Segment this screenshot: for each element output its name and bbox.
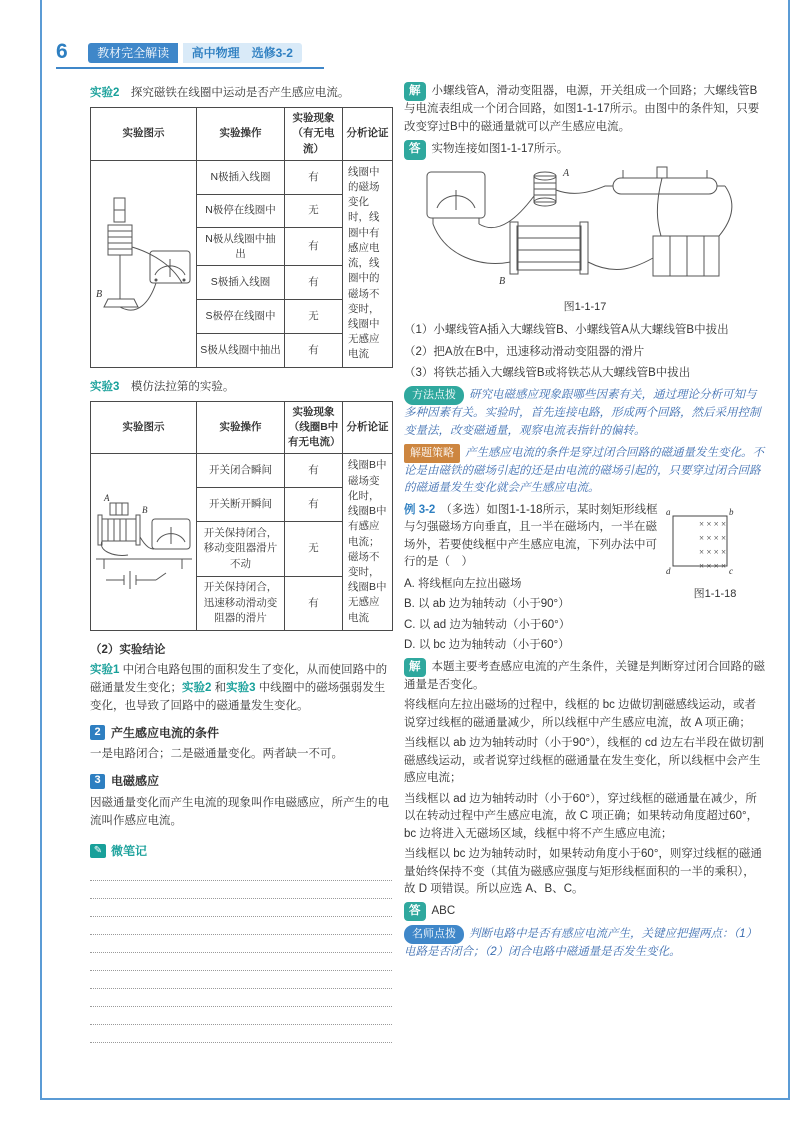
analysis-cell: 线圈B中磁场变化时，线圈B中有感应电流；磁场不变时，线圈B中无感应电流	[343, 454, 393, 630]
section2-title: 产生感应电流的条件	[111, 725, 220, 740]
coil-b-label: B	[142, 504, 148, 515]
exp1-ref: 实验1	[90, 664, 120, 677]
experiment2-figure-cell	[91, 160, 197, 367]
table-row	[91, 454, 393, 488]
subject-badge: 高中物理 选修3-2	[183, 43, 302, 63]
coil-b-label: B	[499, 275, 506, 287]
option-a: A. 将线框向左拉出磁场	[404, 577, 522, 590]
operation-cell: S极插入线圈	[197, 266, 285, 300]
note-line	[90, 863, 392, 881]
step-item: （3）将铁芯插入大螺线管B或将铁芯从大螺线管B中拔出	[404, 367, 691, 379]
magnet-coil-galvanometer-figure	[94, 195, 194, 327]
solution2-paragraph: 当线框以 ab 边为轴转动时（小于90°），线框的 cd 边左右半段在做切割磁感线运动，或者说穿过线框的磁通量在发生变化，所以线框中会产生感应电流；	[404, 737, 764, 785]
solution-badge: 解	[404, 658, 426, 677]
result-cell: 有	[285, 454, 343, 488]
experiment3-figure-cell	[91, 454, 197, 630]
field-cross-marks: × × × ×	[699, 518, 727, 529]
teacher-tip-block	[404, 925, 766, 961]
page-frame-bottom	[40, 1098, 790, 1100]
answer-badge: 答	[404, 140, 426, 159]
section2-number-badge: 2	[90, 725, 105, 740]
field-cross-marks: × × × ×	[699, 546, 727, 557]
result-cell: 无	[285, 300, 343, 334]
left-column	[90, 84, 392, 1043]
result-cell: 无	[285, 522, 343, 576]
note-line	[90, 899, 392, 917]
example-text: （多选）如图1-1-18所示，某时刻矩形线框与匀强磁场方向垂直，且一半在磁场内，一半在磁场外，若要使线框中产生感应电流，下列办法中可行的是（ ）	[404, 503, 658, 569]
result-cell: 有	[285, 333, 343, 367]
figure-1-1-18	[664, 504, 766, 603]
real-apparatus-figure	[417, 164, 753, 292]
answer1-paragraph	[404, 140, 766, 159]
operation-cell: N极停在线圈中	[197, 194, 285, 228]
series-badge: 教材完全解读	[88, 43, 178, 63]
faraday-circuit-figure	[94, 481, 194, 599]
step-item: （2）把A放在B中，迅速移动滑动变阻器的滑片	[404, 345, 645, 358]
solution1-paragraph	[404, 82, 766, 136]
strategy-text: 产生感应电流的条件是穿过闭合回路的磁通量发生变化。不论是由磁铁的磁场引起的还是由电流的磁场引起的，只要穿过闭合回路的磁通量发生变化就会产生感应电流。	[404, 447, 764, 495]
answer2-paragraph	[404, 902, 766, 921]
right-column	[404, 82, 766, 965]
conclusion-text: 和	[211, 682, 227, 695]
table-row	[91, 160, 393, 194]
option-d: D. 以 bc 边为轴转动（小于60°）	[404, 639, 570, 652]
analysis-cell: 线圈中的磁场变化时，线圈中有感应电流，线圈中的磁场不变时，线圈中无感应电流	[343, 160, 393, 367]
result-cell: 有	[285, 266, 343, 300]
experiment2-title: 探究磁铁在线圈中运动是否产生感应电流。	[119, 87, 350, 99]
answer2-text: ABC	[431, 904, 456, 917]
corner-c-label: c	[729, 565, 733, 576]
operation-cell: S极停在线圈中	[197, 300, 285, 334]
exp3-ref: 实验3	[226, 682, 256, 695]
magnetic-field-frame-figure	[665, 504, 765, 580]
result-cell: 有	[285, 488, 343, 522]
coil-a-label: A	[104, 492, 110, 503]
column-header-analysis: 分析论证	[343, 108, 393, 161]
experiment3-label: 实验3	[90, 380, 120, 393]
section3-heading	[90, 772, 392, 791]
section2-text: 一是电路闭合；二是磁通量变化。两者缺一不可。	[90, 748, 343, 761]
solution2-text: 本题主要考查感应电流的产生条件，关键是判断穿过闭合回路的磁通量是否变化。	[404, 660, 765, 691]
note-line	[90, 989, 392, 1007]
strategy-block	[404, 444, 766, 498]
figure-1-1-17	[404, 164, 766, 316]
page-number: 6	[56, 40, 68, 63]
figure-caption: 图1-1-18	[693, 588, 737, 601]
conclusion-text: 中闭合电路包围的面积发生了变化，从而使回路中的磁通量发生变化；	[90, 664, 388, 695]
note-line	[90, 917, 392, 935]
strategy-badge: 解题策略	[404, 444, 460, 463]
solution1-text: 小螺线管A，滑动变阻器，电源，开关组成一个回路；大螺线管B与电流表组成一个闭合回路，如图1-1-17所示。由图中的条件知，只要改变穿过B中的磁通量就可以产生感应电流。	[404, 85, 760, 133]
solution-badge: 解	[404, 82, 426, 101]
method-tip-badge: 方法点拨	[404, 386, 464, 405]
header-underline	[56, 67, 324, 69]
answer1-text: 实物连接如图1-1-17所示。	[431, 143, 569, 156]
operation-cell: N极从线圈中抽出	[197, 228, 285, 266]
column-header-diagram: 实验图示	[91, 108, 197, 161]
coil-a-label: A	[563, 167, 570, 179]
section2-heading	[90, 724, 392, 743]
column-header-operation: 实验操作	[197, 108, 285, 161]
experiment2-table	[90, 107, 393, 368]
pencil-icon: ✎	[90, 844, 106, 858]
solution2-block	[404, 658, 766, 899]
teacher-tip-badge: 名师点拨	[404, 925, 464, 944]
method-tip-text: 研究电磁感应现象跟哪些因素有关，通过理论分析可知与多种因素有关。实验时，首先连接电路，形成两个回路，然后采用控制变量法，改变磁通量，观察电流表指针的偏转。	[404, 389, 761, 437]
conclusion-heading: （2）实验结论	[90, 643, 166, 656]
operation-cell: 开关保持闭合，移动变阻器滑片不动	[197, 522, 285, 576]
table-header-row	[91, 401, 393, 454]
example-label: 例 3-2	[404, 503, 436, 516]
table-header-row	[91, 108, 393, 161]
conclusion-text: 中线圈中的磁场强弱发生变化，也导致了回路中的磁通量发生变化。	[90, 682, 386, 713]
column-header-analysis: 分析论证	[343, 401, 393, 454]
operation-cell: 开关闭合瞬间	[197, 454, 285, 488]
column-header-operation: 实验操作	[197, 401, 285, 454]
section3-text: 因磁通量变化而产生电流的现象叫作电磁感应，所产生的电流叫作感应电流。	[90, 796, 389, 827]
note-writing-area	[90, 863, 392, 1043]
micro-note-heading	[90, 842, 392, 861]
experiment3-table	[90, 401, 393, 631]
note-line	[90, 935, 392, 953]
example-3-2	[404, 502, 766, 655]
option-b: B. 以 ab 边为轴转动（小于90°）	[404, 598, 570, 611]
note-line	[90, 971, 392, 989]
operation-cell: N极插入线圈	[197, 160, 285, 194]
exp2-ref: 实验2	[182, 682, 212, 695]
column-header-diagram: 实验图示	[91, 401, 197, 454]
teacher-tip-text: 判断电路中是否有感应电流产生，关键应把握两点：（1）电路是否闭合；（2）闭合电路中磁通量是否发生变化。	[404, 928, 758, 958]
section3-title: 电磁感应	[111, 773, 160, 788]
solution2-paragraph: 将线框向左拉出磁场的过程中，线框的 bc 边做切割磁感线运动，或者说穿过线框的磁通量减少，所以线框中产生感应电流，故 A 项正确；	[404, 699, 757, 729]
experiment2-label: 实验2	[90, 87, 120, 99]
coil-b-label: B	[96, 289, 103, 301]
note-line	[90, 953, 392, 971]
result-cell: 无	[285, 194, 343, 228]
section3-number-badge: 3	[90, 774, 105, 789]
field-cross-marks: × × × ×	[699, 532, 727, 543]
answer-badge: 答	[404, 902, 426, 921]
experiment3-title: 模仿法拉第的实验。	[119, 380, 235, 393]
solution2-paragraph: 当线框以 bc 边为轴转动时，如果转动角度小于60°，则穿过线框的磁通量始终保持不变（其值为磁感应强度与矩形线框面积的一半的乘积），故 D 项错误。所以应选 A、B、C。	[404, 848, 762, 896]
field-cross-marks: × × × ×	[699, 560, 727, 571]
column-header-phenomenon: 实验现象（有无电流）	[285, 108, 343, 161]
corner-b-label: b	[729, 506, 734, 517]
conclusion-paragraph	[90, 661, 392, 715]
result-cell: 有	[285, 228, 343, 266]
operation-cell: S极从线圈中抽出	[197, 333, 285, 367]
solution2-paragraph	[404, 658, 766, 695]
page-header	[56, 40, 302, 72]
page-frame-left	[40, 0, 42, 1100]
figure-caption: 图1-1-17	[563, 301, 607, 314]
experiment2-heading	[90, 84, 392, 102]
result-cell: 有	[285, 160, 343, 194]
corner-d-label: d	[666, 565, 671, 576]
corner-a-label: a	[666, 506, 671, 517]
operation-cell: 开关保持闭合，迅速移动滑动变阻器的滑片	[197, 576, 285, 630]
note-line	[90, 1007, 392, 1025]
method-tip-block	[404, 386, 766, 440]
operation-cell: 开关断开瞬间	[197, 488, 285, 522]
note-line	[90, 881, 392, 899]
micro-note-label: 微笔记	[111, 843, 148, 858]
column-header-phenomenon: 实验现象（线圈B中有无电流）	[285, 401, 343, 454]
note-line	[90, 1025, 392, 1043]
option-c: C. 以 ad 边为轴转动（小于60°）	[404, 618, 571, 631]
solution2-paragraph: 当线框以 ad 边为轴转动时（小于60°），穿过线框的磁通量在减少，所以在转动过程中产生感应电流，故 C 项正确；如果转动角度超过60°，bc 边将进入无磁场区域，线框中将不产生感应电流；	[404, 792, 759, 840]
result-cell: 有	[285, 576, 343, 630]
experiment3-heading	[90, 378, 392, 396]
step-item: （1）小螺线管A插入大螺线管B、小螺线管A从大螺线管B中拔出	[404, 324, 729, 337]
page-frame-right	[788, 0, 790, 1100]
